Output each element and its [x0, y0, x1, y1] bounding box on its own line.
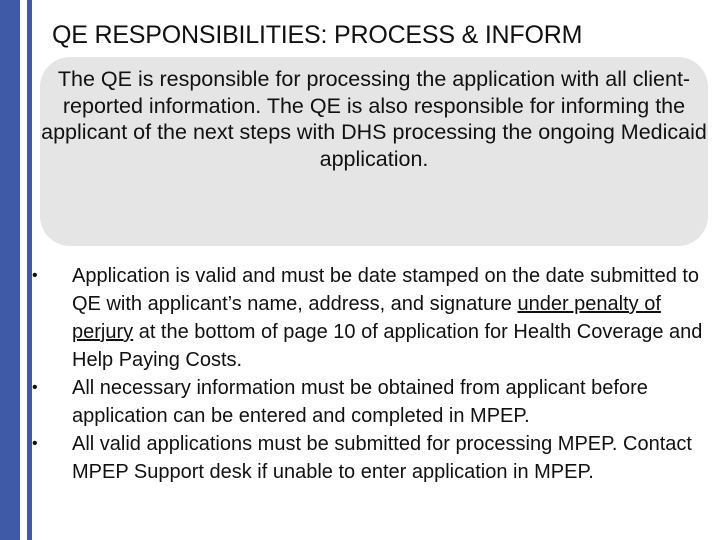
bullet-list — [26, 262, 716, 486]
slide-title: QE RESPONSIBILITIES: PROCESS & INFORM — [52, 21, 583, 49]
callout-box — [40, 57, 708, 246]
bullet-text-continued: at the bottom of page 10 of application for Health Coverage and Help Paying Costs. — [72, 321, 703, 371]
bullet-text: All necessary information must be obtained from applicant before application can be entered and completed in MPEP. — [72, 377, 648, 427]
bullet-text: All valid applications must be submitted for processing MPEP. Contact MPEP Support desk if unable to enter application in MPEP. — [72, 433, 692, 483]
bullet-item — [26, 262, 716, 374]
left-accent-bar — [0, 0, 20, 540]
bullet-dot-icon: • — [32, 267, 38, 284]
bullet-text: Application is valid and must be date stamped on the date submitted to QE with applicant’s name, address, and signature — [72, 265, 700, 315]
bullet-item — [26, 374, 716, 430]
bullet-dot-icon: • — [32, 379, 38, 396]
underlined-phrase: under penalty of perjury — [72, 293, 661, 343]
bullet-dot-icon: • — [32, 435, 38, 452]
bullet-item — [26, 430, 716, 486]
callout-text: The QE is responsible for processing the application with all client-reported information. The QE is also responsible for informing the applicant of the next steps with DHS processing the ongoing Medicaid application. — [41, 67, 707, 171]
